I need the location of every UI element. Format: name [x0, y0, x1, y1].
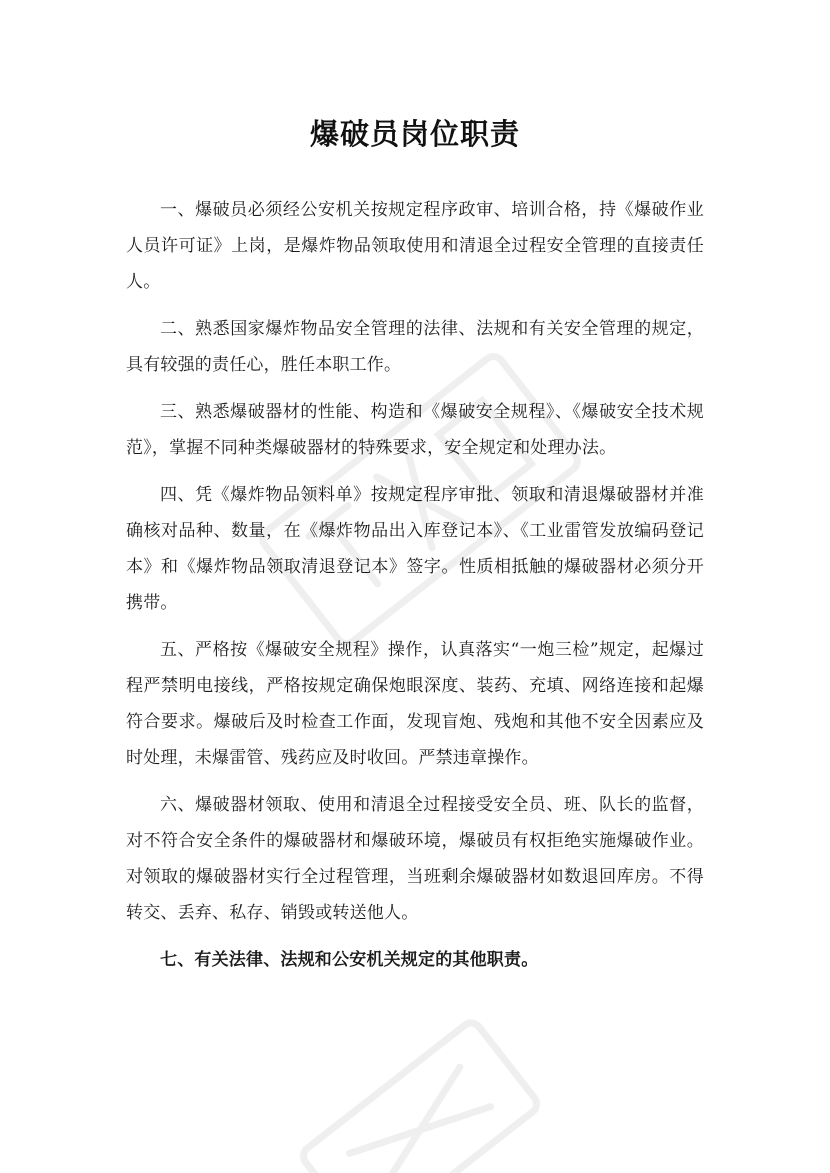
paragraph-7: 七、有关法律、法规和公安机关规定的其他职责。 [160, 950, 539, 970]
paragraph-2: 二、熟悉国家爆炸物品安全管理的法律、法规和有关安全管理的规定，具有较强的责任心，胜任本职工作。 [126, 319, 704, 375]
document-title: 爆破员岗位职责 [309, 117, 520, 151]
paragraph-4: 四、凭《爆炸物品领料单》按规定程序审批、领取和清退爆破器材并准确核对品种、数量，在《爆炸物品出入库登记本》、《工业雷管发放编码登记本》和《爆炸物品领取清退登记本》签字。性质相抵触的爆破器材必须分开携带。 [126, 485, 704, 613]
paragraph-3: 三、熟悉爆破器材的性能、构造和《爆破安全规程》、《爆破安全技术规范》，掌握不同种类爆破器材的特殊要求，安全规定和处理办法。 [126, 402, 704, 458]
paragraph-6: 六、爆破器材领取、使用和清退全过程接受安全员、班、队长的监督，对不符合安全条件的爆破器材和爆破环境，爆破员有权拒绝实施爆破作业。对领取的爆破器材实行全过程管理，当班剩余爆破器材如数退回库房。不得转交、丢弃、私存、销毁或转送他人。 [126, 795, 704, 923]
paragraph-1: 一、爆破员必须经公安机关按规定程序政审、培训合格，持《爆破作业人员许可证》上岗，是爆炸物品领取使用和清退全过程安全管理的直接责任人。 [126, 200, 704, 292]
paragraph-5: 五、严格按《爆破安全规程》操作，认真落实“一炮三检”规定，起爆过程严禁明电接线，严格按规定确保炮眼深度、装药、充填、网络连接和起爆符合要求。爆破后及时检查工作面，发现盲炮、残炮和其他不安全因素应及时处理，未爆雷管、残药应及时收回。严禁违章操作。 [126, 640, 704, 768]
